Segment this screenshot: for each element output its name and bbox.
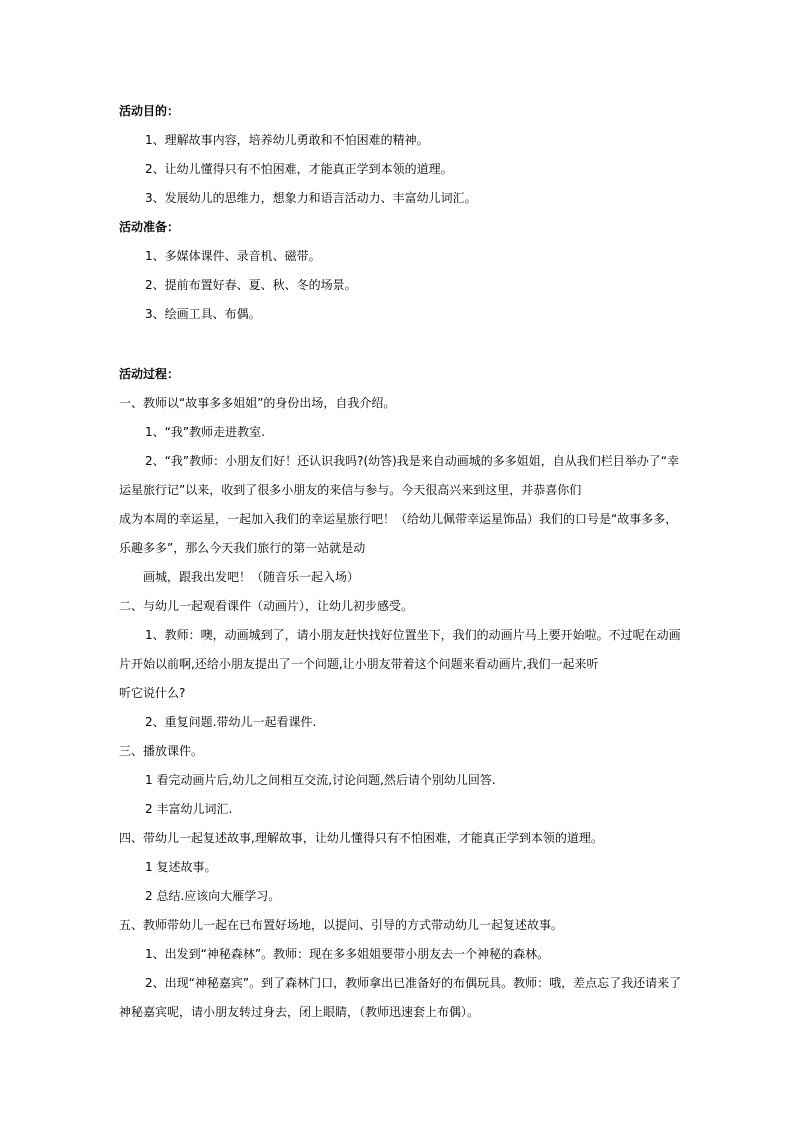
process-step-1: 一、教师以“故事多多姐姐”的身份出场，自我介绍。 bbox=[119, 396, 396, 410]
process-step-1-2-line-c: 成为本周的幸运星，一起加入我们的幸运星旅行吧！（给幼儿佩带幸运星饰品）我们的口号是“故事多多， bbox=[119, 512, 678, 526]
prep-heading: 活动准备： bbox=[119, 220, 180, 234]
process-step-1-1: 1、“我”教师走进教室. bbox=[145, 425, 265, 439]
process-step-1-2-line-a: 2、“我”教师：小朋友们好！还认识我吗?(幼答)我是来自动画城的多多姐姐，自从我们栏目举办了“幸 bbox=[145, 454, 680, 468]
process-step-4: 四、带幼儿一起复述故事,理解故事，让幼儿懂得只有不怕困难，才能真正学到本领的道理。 bbox=[119, 831, 603, 845]
process-step-5: 五、教师带幼儿一起在已布置好场地，以提问、引导的方式带动幼儿一起复述故事。 bbox=[119, 918, 564, 932]
prep-item-2: 2、提前布置好春、夏、秋、冬的场景。 bbox=[145, 278, 357, 292]
process-step-1-2-line-d: 乐趣多多”，那么今天我们旅行的第一站就是动 bbox=[119, 541, 366, 555]
process-step-4-1: 1 复述故事。 bbox=[145, 860, 217, 874]
prep-item-3: 3、绘画工具、布偶。 bbox=[145, 307, 261, 321]
process-step-5-2-line-a: 2、出现“神秘嘉宾”。到了森林门口，教师拿出已准备好的布偶玩具。教师：哦，差点忘了我还请来了 bbox=[145, 976, 682, 990]
process-step-3: 三、播放课件。 bbox=[119, 744, 204, 758]
process-step-1-2-line-b: 运星旅行记”以来，收到了很多小朋友的来信与参与。今天很高兴来到这里，并恭喜你们 bbox=[119, 483, 582, 497]
process-step-2-1-line-c: 听它说什么? bbox=[119, 686, 186, 700]
goals-heading: 活动目的： bbox=[119, 104, 180, 118]
process-step-2-1-line-a: 1、教师：噢，动画城到了，请小朋友赶快找好位置坐下，我们的动画片马上要开始啦。不过呢在动画 bbox=[145, 628, 681, 642]
goal-item-2: 2、让幼儿懂得只有不怕困难，才能真正学到本领的道理。 bbox=[145, 162, 453, 176]
prep-item-1: 1、多媒体课件、录音机、磁带。 bbox=[145, 249, 321, 263]
process-step-2: 二、与幼儿一起观看课件（动画片），让幼儿初步感受。 bbox=[119, 599, 414, 613]
process-heading: 活动过程： bbox=[119, 367, 180, 381]
process-step-5-1: 1、出发到“神秘森林”。教师：现在多多姐姐要带小朋友去一个神秘的森林。 bbox=[145, 947, 550, 961]
process-step-5-2-line-b: 神秘嘉宾呢，请小朋友转过身去，闭上眼睛，（教师迅速套上布偶）。 bbox=[119, 1005, 480, 1019]
goal-item-1: 1、理解故事内容，培养幼儿勇敢和不怕困难的精神。 bbox=[145, 133, 429, 147]
process-step-4-2: 2 总结.应该向大雁学习。 bbox=[145, 889, 281, 903]
process-step-2-1-line-b: 片开始以前啊,还给小朋友提出了一个问题,让小朋友带着这个问题来看动画片,我们一起来听 bbox=[119, 657, 599, 671]
process-step-3-1: 1 看完动画片后,幼儿之间相互交流,讨论问题,然后请个别幼儿回答. bbox=[145, 773, 496, 787]
process-step-3-2: 2 丰富幼儿词汇. bbox=[145, 802, 233, 816]
process-step-1-2-line-e: 画城，跟我出发吧！（随音乐一起入场） bbox=[143, 570, 360, 584]
process-step-2-2: 2、重复问题.带幼儿一起看课件. bbox=[145, 715, 317, 729]
goal-item-3: 3、发展幼儿的思维力，想象力和语言活动力、丰富幼儿词汇。 bbox=[145, 191, 477, 205]
